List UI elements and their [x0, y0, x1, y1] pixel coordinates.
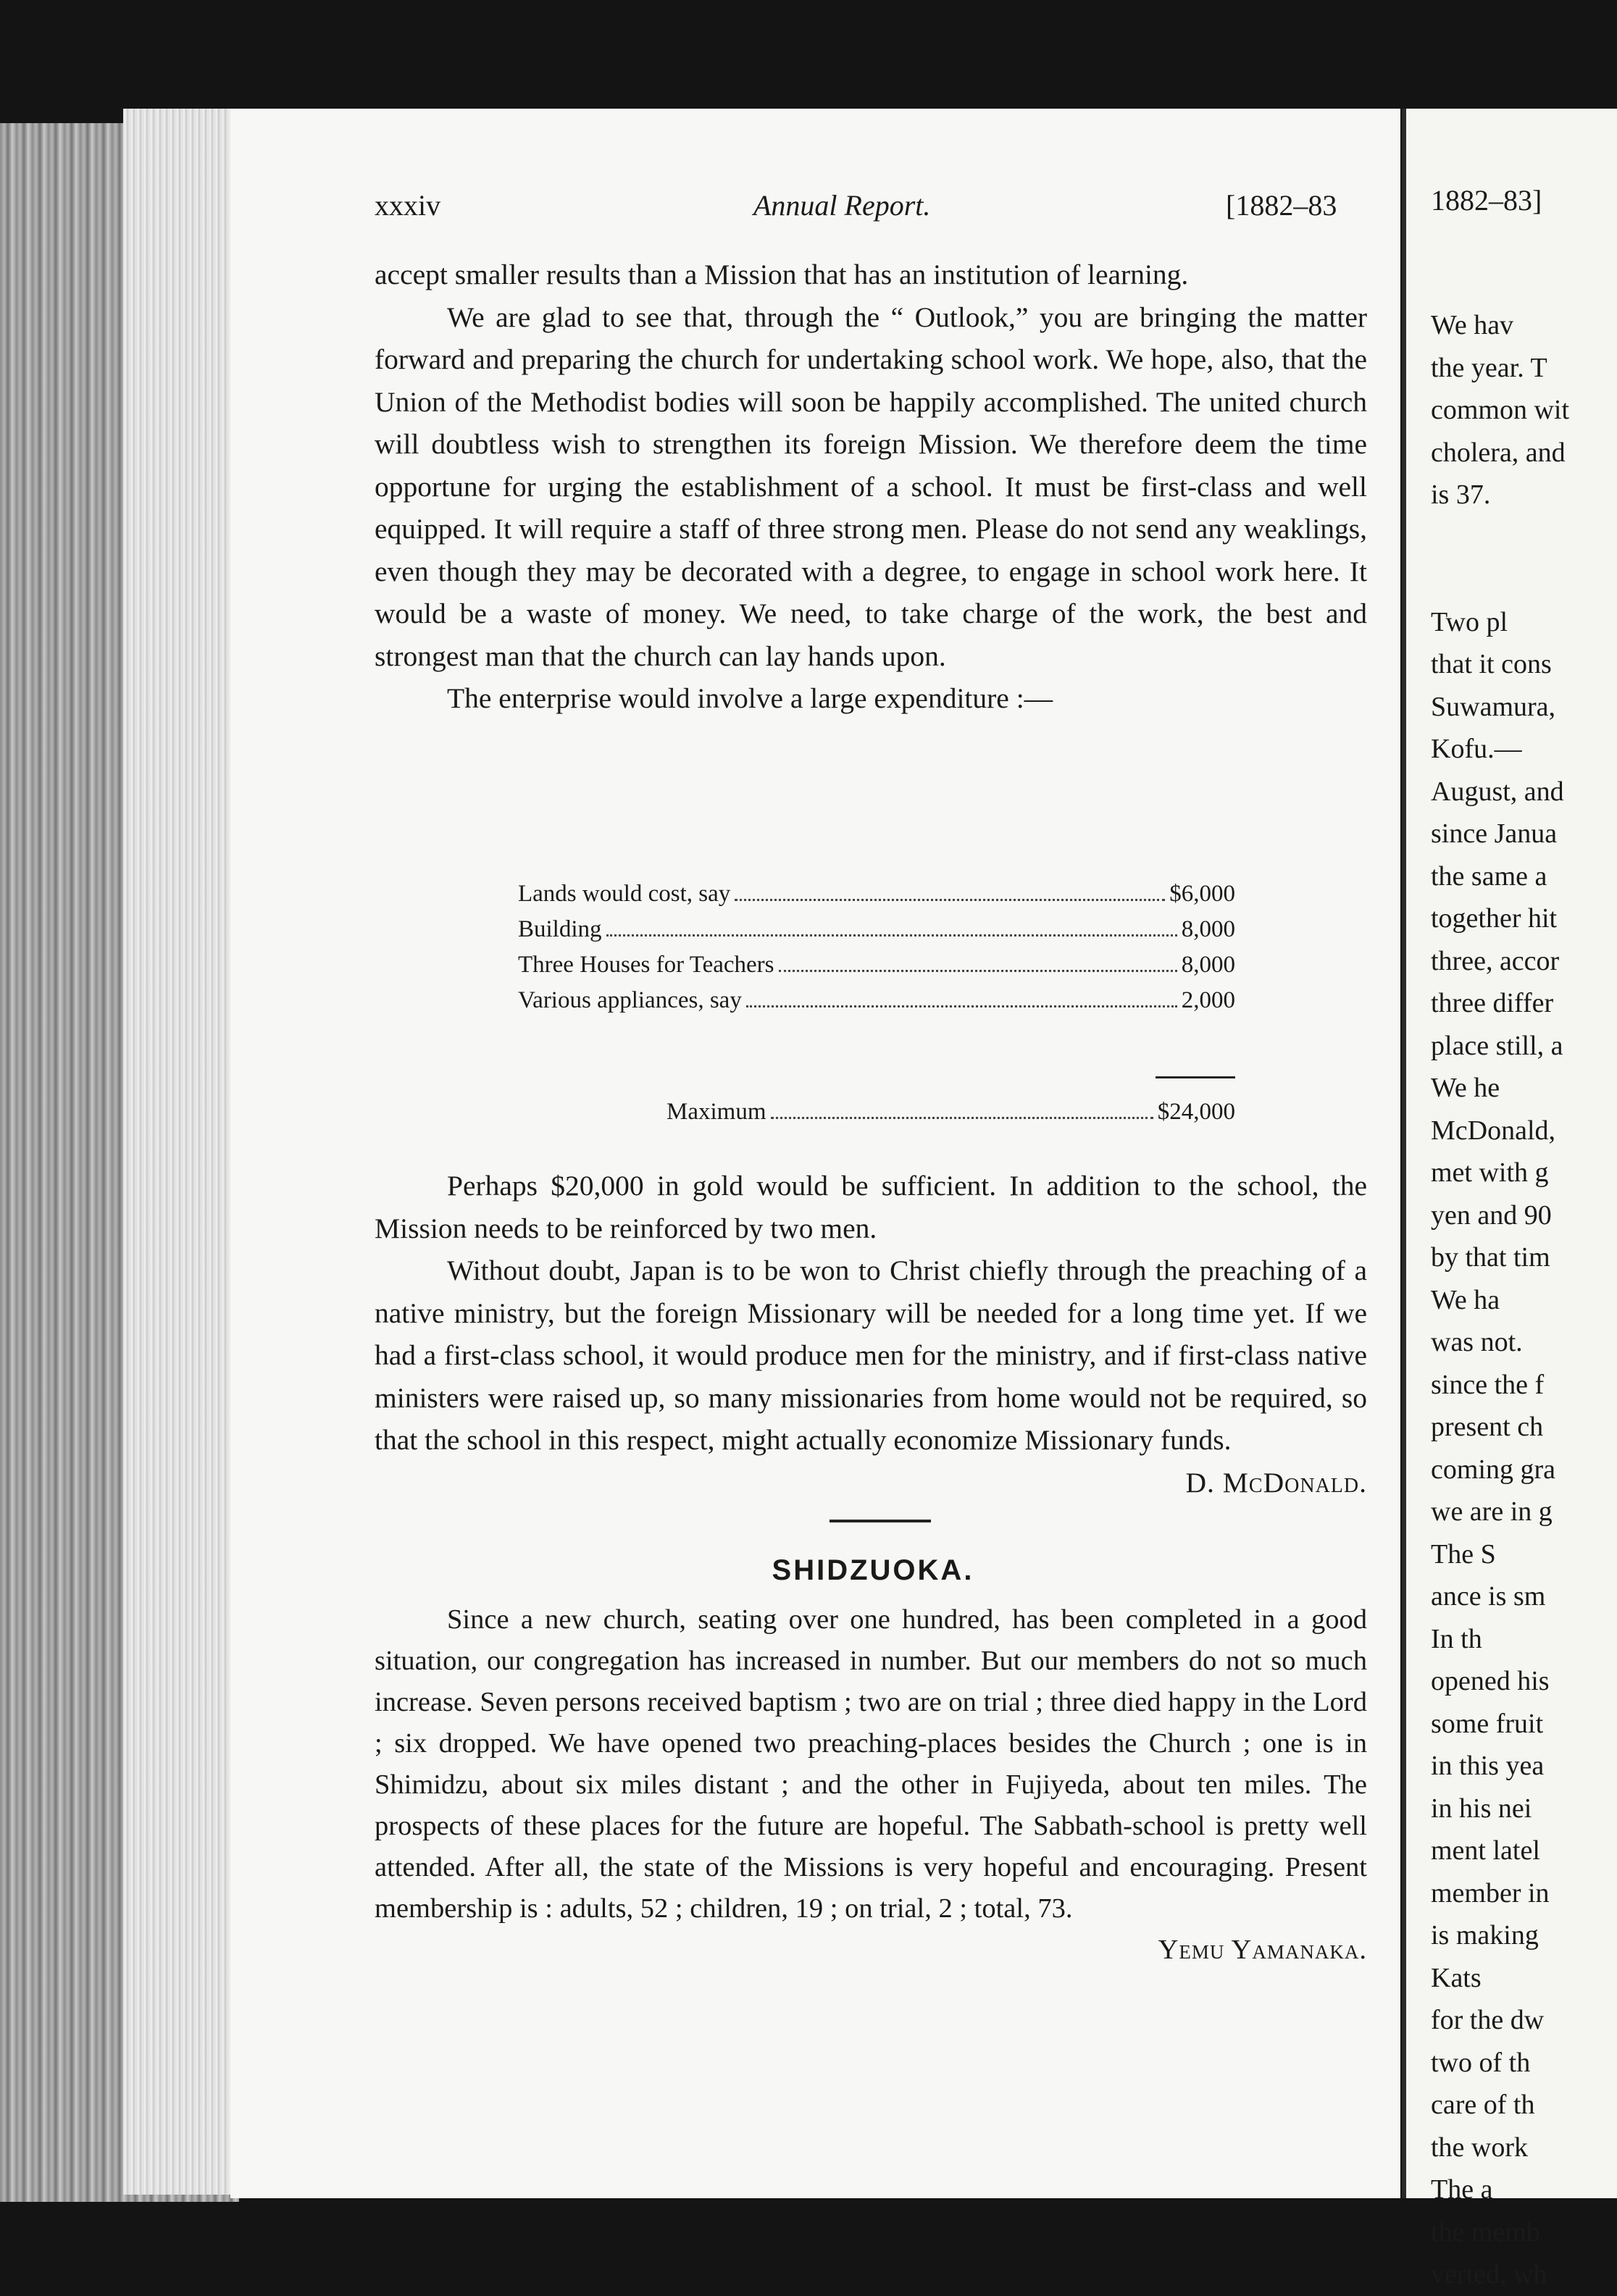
- total-rule: [1156, 1076, 1235, 1078]
- right-page-line: Kats: [1431, 1962, 1482, 1993]
- signature-yamanaka: Yemu Yamanaka.: [1158, 1935, 1367, 1965]
- expense-row: [518, 947, 1235, 983]
- section-title: SHIDZUOKA.: [772, 1554, 974, 1586]
- right-page-line: opened his: [1431, 1666, 1550, 1696]
- expense-label: Building: [518, 916, 602, 942]
- right-page-line: We hav: [1431, 310, 1514, 340]
- right-page-line: The S: [1431, 1538, 1496, 1570]
- right-page-line: the memb: [1431, 2216, 1540, 2247]
- signature-mcdonald: D. McDonald.: [1185, 1466, 1367, 1499]
- total-amount: $24,000: [1157, 1099, 1235, 1125]
- right-page-line: yen and 90: [1431, 1199, 1552, 1231]
- expense-amount: 8,000: [1181, 916, 1235, 942]
- expense-label: Various appliances, say: [518, 987, 742, 1013]
- right-page-header: 1882–83]: [1431, 184, 1542, 217]
- main-text-bottom: [375, 1165, 1367, 1504]
- paragraph: The enterprise would involve a large expenditure :—: [447, 682, 1053, 714]
- right-page-line: place still, a: [1431, 1030, 1563, 1061]
- right-page-line: by that tim: [1431, 1242, 1550, 1273]
- right-page-line: We he: [1431, 1073, 1500, 1103]
- leader-dots: [771, 1094, 1153, 1119]
- running-year: [1882–83: [1226, 189, 1337, 222]
- right-page-line: ance is sm: [1431, 1581, 1546, 1612]
- right-page-line: [1431, 516, 1569, 559]
- expense-row: [518, 983, 1235, 1018]
- expenditure-table: [518, 876, 1235, 1018]
- right-page-line: the same a: [1431, 860, 1547, 892]
- right-page-line: for the dw: [1431, 2005, 1545, 2035]
- paragraph: Since a new church, seating over one hundred, has been completed in a good situation, our congregation has increased in number. But our members do not so much increase. Seven persons received baptism ; two are on trial ; three died happy in the Lord ; six dropped. We have opened two preaching-places besides the Church ; one is in Shimidzu, about six miles distant ; and the other in Fujiyeda, about ten miles. The prospects of these places for the future are hopeful. The Sabbath-school is pretty well attended. After all, the state of the Missions is very hopeful and encouraging. Present membership is : adults, 52 ; children, 19 ; on trial, 2 ; total, 73.: [375, 1604, 1367, 1924]
- main-text-top: [375, 254, 1367, 720]
- right-page-line: present ch: [1431, 1412, 1544, 1442]
- expense-amount: 2,000: [1181, 987, 1235, 1013]
- right-page-line: ment latel: [1431, 1835, 1540, 1866]
- right-page-line: cholera, and: [1431, 437, 1566, 468]
- right-page-line: the year. T: [1431, 352, 1547, 383]
- right-page-line: In th: [1431, 1623, 1482, 1654]
- right-page-line: we are in g: [1431, 1496, 1553, 1527]
- right-page-line: three differ: [1431, 988, 1554, 1018]
- right-page-line: August, and: [1431, 776, 1564, 807]
- right-page-text: [1431, 304, 1569, 2296]
- expense-row: [518, 876, 1235, 912]
- right-page-line: the work: [1431, 2132, 1529, 2163]
- right-page-line: We ha: [1431, 1284, 1500, 1315]
- leader-dots: [746, 983, 1177, 1007]
- right-page-line: together hit: [1431, 903, 1558, 934]
- leader-dots: [779, 947, 1177, 972]
- right-page-line: member in: [1431, 1877, 1550, 1909]
- right-page-line: verted, wh: [1431, 2259, 1547, 2289]
- right-page-line: two of th: [1431, 2047, 1531, 2078]
- right-page-line: common wit: [1431, 395, 1570, 425]
- right-page-line: [1431, 558, 1569, 601]
- expense-label: Three Houses for Teachers: [518, 952, 774, 978]
- right-page-line: Suwamura,: [1431, 691, 1556, 722]
- expense-label: Lands would cost, say: [518, 881, 731, 907]
- paragraph: accept smaller results than a Mission that has an institution of learning.: [375, 259, 1189, 290]
- right-page-line: Kofu.—: [1431, 734, 1522, 764]
- expense-row: [518, 912, 1235, 947]
- right-page-line: is 37.: [1431, 479, 1491, 510]
- shidzuoka-text: [375, 1599, 1367, 1971]
- right-page-line: McDonald,: [1431, 1115, 1556, 1146]
- right-page-line: since the f: [1431, 1369, 1545, 1400]
- expense-amount: 8,000: [1181, 952, 1235, 978]
- right-page-line: three, accor: [1431, 945, 1560, 976]
- page-number: xxxiv: [375, 189, 441, 222]
- total-label: Maximum: [667, 1099, 766, 1125]
- paragraph: Perhaps $20,000 in gold would be sufficient. In addition to the school, the Mission needs to be reinforced by two men.: [375, 1170, 1367, 1244]
- right-page-line: care of th: [1431, 2090, 1535, 2120]
- right-page-line: that it cons: [1431, 649, 1552, 679]
- section-divider: [830, 1520, 931, 1522]
- right-page-line: met with g: [1431, 1157, 1549, 1188]
- right-page-line: coming gra: [1431, 1454, 1556, 1485]
- right-page-line: since Janua: [1431, 818, 1558, 849]
- right-page-line: some fruit: [1431, 1708, 1544, 1739]
- right-page-line: The a: [1431, 2174, 1493, 2205]
- paragraph: We are glad to see that, through the “ Outlook,” you are bringing the matter forward and preparing the church for undertaking school work. We hope, also, that the Union of the Methodist bodies will soon be happily accomplished. The united church will doubtless wish to strengthen its foreign Mission. We therefore deem the time opportune for urging the establishment of a school. It must be first-class and well equipped. It will require a staff of three strong men. Please do not send any weaklings, even though they may be decorated with a degree, to engage in school work here. It would be a waste of money. We need, to take charge of the work, the best and strongest man that the church can lay hands upon.: [375, 301, 1367, 672]
- paragraph: Without doubt, Japan is to be won to Christ chiefly through the preaching of a native ministry, but the foreign Missionary will be needed for a long time yet. If we had a first-class school, it would produce men for the ministry, and if first-class native ministers were raised up, so many missionaries from home would not be required, so that the school in this respect, might actually economize Missionary funds.: [375, 1254, 1367, 1456]
- right-page-line: Two pl: [1431, 606, 1508, 637]
- leader-dots: [606, 912, 1177, 937]
- leader-dots: [735, 876, 1165, 901]
- expense-total-row: [667, 1094, 1235, 1130]
- right-page-line: in his nei: [1431, 1793, 1532, 1824]
- right-page-line: in this yea: [1431, 1751, 1545, 1781]
- book-page-stack: [123, 109, 239, 2195]
- right-page-line: was not.: [1431, 1327, 1523, 1357]
- right-page-line: is making: [1431, 1920, 1539, 1951]
- running-title: Annual Report.: [753, 189, 931, 222]
- expense-amount: $6,000: [1169, 881, 1235, 907]
